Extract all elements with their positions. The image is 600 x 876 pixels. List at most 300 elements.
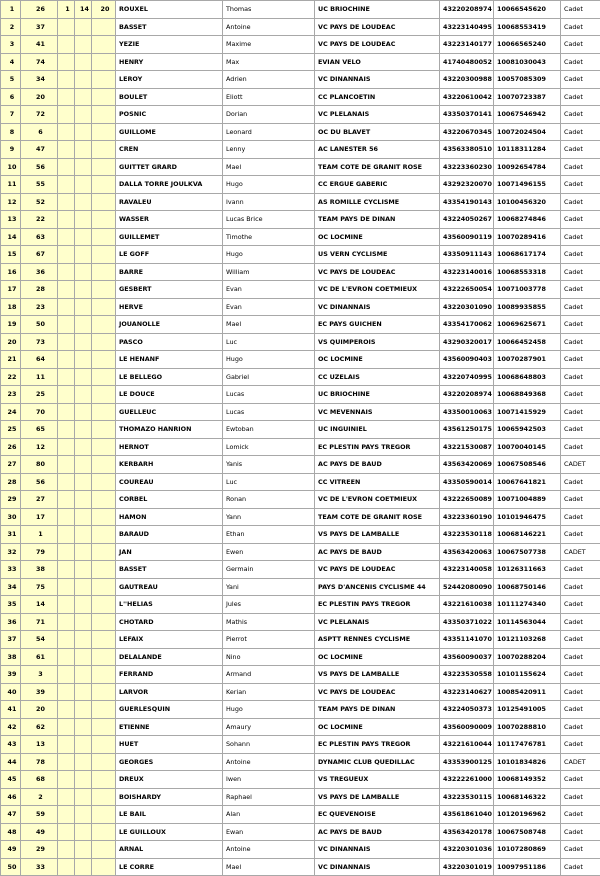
cell-first-name[interactable]: Hugo (223, 701, 315, 719)
cell-extra-2[interactable] (75, 543, 92, 561)
cell-extra-2[interactable] (75, 526, 92, 544)
cell-licence-number[interactable]: 43290320017 (440, 333, 494, 351)
cell-first-name[interactable]: Germain (223, 561, 315, 579)
cell-last-name[interactable]: PASCO (116, 333, 223, 351)
cell-rank[interactable]: 5 (1, 71, 21, 89)
cell-uci-id[interactable]: 10101946475 (494, 508, 561, 526)
cell-bib[interactable]: 3 (21, 666, 58, 684)
cell-category[interactable]: Cadet (561, 841, 600, 859)
cell-extra-1[interactable] (58, 526, 75, 544)
cell-uci-id[interactable]: 10101155624 (494, 666, 561, 684)
cell-category[interactable]: CADET (561, 543, 600, 561)
cell-extra-1[interactable] (58, 631, 75, 649)
cell-club[interactable]: AC PAYS DE BAUD (315, 543, 440, 561)
cell-licence-number[interactable]: 43351141070 (440, 631, 494, 649)
cell-rank[interactable]: 34 (1, 578, 21, 596)
cell-last-name[interactable]: ARNAL (116, 841, 223, 859)
cell-category[interactable]: Cadet (561, 211, 600, 229)
cell-licence-number[interactable]: 43220300988 (440, 71, 494, 89)
cell-licence-number[interactable]: 43350370141 (440, 106, 494, 124)
cell-club[interactable]: VC PAYS DE LOUDEAC (315, 683, 440, 701)
cell-last-name[interactable]: ETIENNE (116, 718, 223, 736)
cell-extra-1[interactable] (58, 333, 75, 351)
cell-extra-1[interactable] (58, 491, 75, 509)
cell-extra-1[interactable] (58, 683, 75, 701)
cell-extra-1[interactable] (58, 106, 75, 124)
cell-bib[interactable]: 54 (21, 631, 58, 649)
cell-bib[interactable]: 12 (21, 438, 58, 456)
table-row[interactable] (1, 718, 600, 736)
cell-extra-1[interactable] (58, 123, 75, 141)
cell-extra-1[interactable] (58, 508, 75, 526)
cell-extra-3[interactable] (92, 228, 116, 246)
cell-licence-number[interactable]: 43350371022 (440, 613, 494, 631)
cell-extra-3[interactable] (92, 106, 116, 124)
cell-extra-3[interactable] (92, 753, 116, 771)
cell-rank[interactable]: 9 (1, 141, 21, 159)
cell-licence-number[interactable]: 43223360230 (440, 158, 494, 176)
table-row[interactable] (1, 648, 600, 666)
cell-uci-id[interactable]: 10118311284 (494, 141, 561, 159)
cell-last-name[interactable]: ROUXEL (116, 1, 223, 19)
cell-rank[interactable]: 4 (1, 53, 21, 71)
cell-bib[interactable]: 33 (21, 858, 58, 876)
cell-first-name[interactable]: Nino (223, 648, 315, 666)
table-row[interactable] (1, 666, 600, 684)
cell-uci-id[interactable]: 10066452458 (494, 333, 561, 351)
cell-club[interactable]: TEAM PAYS DE DINAN (315, 701, 440, 719)
cell-rank[interactable]: 19 (1, 316, 21, 334)
cell-first-name[interactable]: Antoine (223, 841, 315, 859)
cell-extra-1[interactable] (58, 473, 75, 491)
cell-extra-3[interactable] (92, 771, 116, 789)
cell-extra-3[interactable] (92, 456, 116, 474)
cell-rank[interactable]: 28 (1, 473, 21, 491)
table-row[interactable] (1, 473, 600, 491)
cell-extra-1[interactable]: 1 (58, 1, 75, 19)
cell-uci-id[interactable]: 10100456320 (494, 193, 561, 211)
cell-first-name[interactable]: Gabriel (223, 368, 315, 386)
cell-rank[interactable]: 36 (1, 613, 21, 631)
cell-rank[interactable]: 18 (1, 298, 21, 316)
table-row[interactable] (1, 438, 600, 456)
cell-extra-2[interactable] (75, 736, 92, 754)
cell-licence-number[interactable]: 43220208974 (440, 386, 494, 404)
cell-first-name[interactable]: Ewen (223, 543, 315, 561)
cell-first-name[interactable]: Mael (223, 158, 315, 176)
cell-first-name[interactable]: Hugo (223, 351, 315, 369)
cell-licence-number[interactable]: 52442080090 (440, 578, 494, 596)
cell-first-name[interactable]: Evan (223, 298, 315, 316)
cell-extra-2[interactable] (75, 683, 92, 701)
cell-uci-id[interactable]: 10067507738 (494, 543, 561, 561)
cell-rank[interactable]: 31 (1, 526, 21, 544)
table-row[interactable] (1, 508, 600, 526)
cell-licence-number[interactable]: 43221610044 (440, 736, 494, 754)
cell-extra-1[interactable] (58, 36, 75, 54)
cell-bib[interactable]: 2 (21, 788, 58, 806)
cell-first-name[interactable]: Amaury (223, 718, 315, 736)
cell-club[interactable]: EC PAYS GUICHEN (315, 316, 440, 334)
cell-last-name[interactable]: CREN (116, 141, 223, 159)
cell-extra-3[interactable] (92, 71, 116, 89)
cell-last-name[interactable]: LE BELLEGO (116, 368, 223, 386)
cell-last-name[interactable]: BASSET (116, 561, 223, 579)
cell-first-name[interactable]: Ewan (223, 823, 315, 841)
cell-category[interactable]: Cadet (561, 631, 600, 649)
cell-bib[interactable]: 38 (21, 561, 58, 579)
cell-extra-1[interactable] (58, 561, 75, 579)
table-row[interactable] (1, 53, 600, 71)
table-row[interactable] (1, 613, 600, 631)
cell-last-name[interactable]: JAN (116, 543, 223, 561)
cell-club[interactable]: VC MEVENNAIS (315, 403, 440, 421)
cell-licence-number[interactable]: 43221530087 (440, 438, 494, 456)
cell-rank[interactable]: 40 (1, 683, 21, 701)
cell-extra-1[interactable] (58, 543, 75, 561)
cell-last-name[interactable]: FERRAND (116, 666, 223, 684)
cell-extra-1[interactable] (58, 753, 75, 771)
cell-bib[interactable]: 25 (21, 386, 58, 404)
cell-extra-1[interactable] (58, 456, 75, 474)
cell-rank[interactable]: 43 (1, 736, 21, 754)
cell-extra-3[interactable] (92, 561, 116, 579)
cell-category[interactable]: Cadet (561, 36, 600, 54)
cell-uci-id[interactable]: 10066565240 (494, 36, 561, 54)
cell-extra-3[interactable] (92, 403, 116, 421)
cell-category[interactable]: Cadet (561, 701, 600, 719)
cell-licence-number[interactable]: 43561250175 (440, 421, 494, 439)
cell-extra-1[interactable] (58, 701, 75, 719)
cell-licence-number[interactable]: 43220208974 (440, 1, 494, 19)
cell-last-name[interactable]: GUELLEUC (116, 403, 223, 421)
cell-category[interactable]: Cadet (561, 53, 600, 71)
cell-extra-1[interactable] (58, 281, 75, 299)
cell-licence-number[interactable]: 43220740995 (440, 368, 494, 386)
cell-uci-id[interactable]: 10068750146 (494, 578, 561, 596)
cell-licence-number[interactable]: 43563420069 (440, 456, 494, 474)
cell-first-name[interactable]: Lomick (223, 438, 315, 456)
cell-last-name[interactable]: GUERLESQUIN (116, 701, 223, 719)
cell-extra-2[interactable] (75, 316, 92, 334)
cell-bib[interactable]: 80 (21, 456, 58, 474)
cell-first-name[interactable]: Evan (223, 281, 315, 299)
cell-category[interactable]: Cadet (561, 561, 600, 579)
cell-last-name[interactable]: LEFAIX (116, 631, 223, 649)
cell-club[interactable]: OC DU BLAVET (315, 123, 440, 141)
cell-club[interactable]: UC INGUINIEL (315, 421, 440, 439)
table-row[interactable] (1, 771, 600, 789)
table-row[interactable] (1, 858, 600, 876)
cell-bib[interactable]: 71 (21, 613, 58, 631)
cell-extra-1[interactable] (58, 263, 75, 281)
cell-extra-2[interactable] (75, 88, 92, 106)
cell-licence-number[interactable]: 43350010063 (440, 403, 494, 421)
cell-first-name[interactable]: Lucas (223, 403, 315, 421)
cell-extra-3[interactable] (92, 351, 116, 369)
cell-first-name[interactable]: Antoine (223, 18, 315, 36)
cell-licence-number[interactable]: 43560090403 (440, 351, 494, 369)
cell-extra-3[interactable] (92, 491, 116, 509)
cell-licence-number[interactable]: 43222650089 (440, 491, 494, 509)
cell-bib[interactable]: 67 (21, 246, 58, 264)
cell-last-name[interactable]: GUILLOME (116, 123, 223, 141)
table-row[interactable] (1, 18, 600, 36)
cell-club[interactable]: EC PLESTIN PAYS TREGOR (315, 438, 440, 456)
cell-extra-1[interactable] (58, 613, 75, 631)
cell-category[interactable]: Cadet (561, 263, 600, 281)
cell-uci-id[interactable]: 10085420911 (494, 683, 561, 701)
cell-last-name[interactable]: BOISHARDY (116, 788, 223, 806)
cell-extra-2[interactable] (75, 823, 92, 841)
cell-bib[interactable]: 72 (21, 106, 58, 124)
cell-extra-3[interactable] (92, 806, 116, 824)
cell-uci-id[interactable]: 10101834826 (494, 753, 561, 771)
cell-extra-2[interactable] (75, 841, 92, 859)
cell-extra-2[interactable] (75, 561, 92, 579)
cell-category[interactable]: Cadet (561, 683, 600, 701)
cell-extra-2[interactable] (75, 421, 92, 439)
cell-uci-id[interactable]: 10111274340 (494, 596, 561, 614)
cell-last-name[interactable]: LE HENANF (116, 351, 223, 369)
cell-bib[interactable]: 75 (21, 578, 58, 596)
cell-bib[interactable]: 47 (21, 141, 58, 159)
cell-bib[interactable]: 56 (21, 473, 58, 491)
cell-extra-1[interactable] (58, 71, 75, 89)
cell-uci-id[interactable]: 10068648803 (494, 368, 561, 386)
cell-bib[interactable]: 37 (21, 18, 58, 36)
cell-last-name[interactable]: WASSER (116, 211, 223, 229)
cell-extra-2[interactable] (75, 578, 92, 596)
cell-extra-1[interactable] (58, 298, 75, 316)
cell-rank[interactable]: 24 (1, 403, 21, 421)
cell-uci-id[interactable]: 10120196962 (494, 806, 561, 824)
cell-licence-number[interactable]: 43223530118 (440, 526, 494, 544)
cell-extra-1[interactable] (58, 438, 75, 456)
cell-bib[interactable]: 50 (21, 316, 58, 334)
table-row[interactable] (1, 36, 600, 54)
cell-extra-3[interactable] (92, 193, 116, 211)
cell-club[interactable]: OC LOCMINE (315, 351, 440, 369)
table-row[interactable] (1, 386, 600, 404)
cell-category[interactable]: Cadet (561, 438, 600, 456)
table-row[interactable] (1, 193, 600, 211)
cell-uci-id[interactable]: 10070287901 (494, 351, 561, 369)
cell-rank[interactable]: 23 (1, 386, 21, 404)
cell-club[interactable]: CC ERGUE GABERIC (315, 176, 440, 194)
cell-licence-number[interactable]: 43563420063 (440, 543, 494, 561)
cell-first-name[interactable]: Armand (223, 666, 315, 684)
cell-extra-1[interactable] (58, 141, 75, 159)
table-row[interactable] (1, 176, 600, 194)
cell-rank[interactable]: 13 (1, 211, 21, 229)
table-row[interactable] (1, 456, 600, 474)
table-row[interactable] (1, 263, 600, 281)
cell-first-name[interactable]: Hugo (223, 246, 315, 264)
cell-extra-2[interactable] (75, 613, 92, 631)
cell-extra-3[interactable] (92, 718, 116, 736)
table-row[interactable] (1, 596, 600, 614)
cell-bib[interactable]: 73 (21, 333, 58, 351)
cell-category[interactable]: Cadet (561, 246, 600, 264)
table-row[interactable] (1, 368, 600, 386)
cell-extra-3[interactable] (92, 683, 116, 701)
cell-category[interactable]: Cadet (561, 526, 600, 544)
cell-last-name[interactable]: DREUX (116, 771, 223, 789)
cell-club[interactable]: VC DINANNAIS (315, 298, 440, 316)
cell-club[interactable]: VC DE L'EVRON COETMIEUX (315, 281, 440, 299)
cell-extra-2[interactable] (75, 508, 92, 526)
cell-last-name[interactable]: GUITTET GRARD (116, 158, 223, 176)
cell-extra-3[interactable] (92, 508, 116, 526)
cell-last-name[interactable]: BOULET (116, 88, 223, 106)
cell-extra-1[interactable] (58, 246, 75, 264)
cell-rank[interactable]: 25 (1, 421, 21, 439)
cell-first-name[interactable]: Mael (223, 316, 315, 334)
cell-extra-1[interactable] (58, 211, 75, 229)
cell-first-name[interactable]: Kerian (223, 683, 315, 701)
cell-extra-2[interactable] (75, 53, 92, 71)
cell-club[interactable]: VC PLELANAIS (315, 106, 440, 124)
cell-category[interactable]: Cadet (561, 193, 600, 211)
cell-extra-2[interactable] (75, 788, 92, 806)
cell-club[interactable]: OC LOCMINE (315, 718, 440, 736)
cell-last-name[interactable]: POSNIC (116, 106, 223, 124)
cell-licence-number[interactable]: 43223530115 (440, 788, 494, 806)
cell-last-name[interactable]: LEROY (116, 71, 223, 89)
cell-uci-id[interactable]: 10071003778 (494, 281, 561, 299)
cell-licence-number[interactable]: 43350911143 (440, 246, 494, 264)
cell-club[interactable]: AS ROMILLE CYCLISME (315, 193, 440, 211)
cell-extra-2[interactable] (75, 368, 92, 386)
cell-first-name[interactable]: Dorian (223, 106, 315, 124)
cell-extra-2[interactable] (75, 666, 92, 684)
cell-club[interactable]: VC PAYS DE LOUDEAC (315, 18, 440, 36)
cell-extra-2[interactable] (75, 158, 92, 176)
cell-category[interactable]: Cadet (561, 718, 600, 736)
cell-extra-3[interactable] (92, 613, 116, 631)
cell-rank[interactable]: 29 (1, 491, 21, 509)
cell-uci-id[interactable]: 10065942503 (494, 421, 561, 439)
cell-uci-id[interactable]: 10070288204 (494, 648, 561, 666)
cell-first-name[interactable]: Timothe (223, 228, 315, 246)
cell-extra-3[interactable] (92, 578, 116, 596)
cell-bib[interactable]: 78 (21, 753, 58, 771)
cell-licence-number[interactable]: 43223140058 (440, 561, 494, 579)
cell-uci-id[interactable]: 10066545620 (494, 1, 561, 19)
cell-extra-3[interactable] (92, 176, 116, 194)
cell-last-name[interactable]: CHOTARD (116, 613, 223, 631)
cell-category[interactable]: Cadet (561, 508, 600, 526)
cell-category[interactable]: Cadet (561, 386, 600, 404)
cell-extra-1[interactable] (58, 823, 75, 841)
cell-first-name[interactable]: Lucas Brice (223, 211, 315, 229)
cell-licence-number[interactable]: 43560090009 (440, 718, 494, 736)
cell-bib[interactable]: 39 (21, 683, 58, 701)
cell-extra-3[interactable] (92, 386, 116, 404)
cell-licence-number[interactable]: 43292320070 (440, 176, 494, 194)
cell-extra-3[interactable] (92, 596, 116, 614)
cell-rank[interactable]: 20 (1, 333, 21, 351)
table-row[interactable] (1, 841, 600, 859)
cell-extra-2[interactable] (75, 456, 92, 474)
cell-extra-1[interactable] (58, 578, 75, 596)
cell-category[interactable]: Cadet (561, 158, 600, 176)
table-row[interactable] (1, 823, 600, 841)
cell-extra-2[interactable] (75, 806, 92, 824)
cell-extra-3[interactable] (92, 543, 116, 561)
cell-last-name[interactable]: COUREAU (116, 473, 223, 491)
table-row[interactable] (1, 701, 600, 719)
cell-licence-number[interactable]: 43563380510 (440, 141, 494, 159)
cell-category[interactable]: Cadet (561, 106, 600, 124)
cell-bib[interactable]: 20 (21, 88, 58, 106)
cell-bib[interactable]: 41 (21, 36, 58, 54)
cell-extra-3[interactable] (92, 18, 116, 36)
cell-first-name[interactable]: Ronan (223, 491, 315, 509)
cell-bib[interactable]: 1 (21, 526, 58, 544)
cell-extra-3[interactable] (92, 438, 116, 456)
cell-bib[interactable]: 62 (21, 718, 58, 736)
cell-bib[interactable]: 52 (21, 193, 58, 211)
cell-extra-3[interactable] (92, 123, 116, 141)
cell-extra-1[interactable] (58, 771, 75, 789)
cell-extra-3[interactable] (92, 788, 116, 806)
cell-uci-id[interactable]: 10067508546 (494, 456, 561, 474)
cell-last-name[interactable]: L''HELIAS (116, 596, 223, 614)
cell-club[interactable]: AC PAYS DE BAUD (315, 823, 440, 841)
cell-extra-1[interactable] (58, 841, 75, 859)
cell-category[interactable]: Cadet (561, 666, 600, 684)
cell-club[interactable]: TEAM PAYS DE DINAN (315, 211, 440, 229)
cell-extra-3[interactable] (92, 263, 116, 281)
cell-extra-2[interactable] (75, 438, 92, 456)
table-row[interactable] (1, 228, 600, 246)
cell-extra-2[interactable] (75, 718, 92, 736)
cell-licence-number[interactable]: 43224050267 (440, 211, 494, 229)
cell-uci-id[interactable]: 10068146221 (494, 526, 561, 544)
cell-extra-2[interactable] (75, 386, 92, 404)
table-row[interactable] (1, 736, 600, 754)
cell-last-name[interactable]: DELALANDE (116, 648, 223, 666)
cell-club[interactable]: VS PAYS DE LAMBALLE (315, 666, 440, 684)
cell-bib[interactable]: 23 (21, 298, 58, 316)
cell-category[interactable]: Cadet (561, 421, 600, 439)
cell-licence-number[interactable]: 43223140495 (440, 18, 494, 36)
cell-first-name[interactable]: Max (223, 53, 315, 71)
cell-extra-3[interactable] (92, 666, 116, 684)
cell-rank[interactable]: 37 (1, 631, 21, 649)
cell-extra-1[interactable] (58, 228, 75, 246)
cell-extra-3[interactable] (92, 841, 116, 859)
cell-uci-id[interactable]: 10071496155 (494, 176, 561, 194)
cell-bib[interactable]: 55 (21, 176, 58, 194)
cell-club[interactable]: TEAM COTE DE GRANIT ROSE (315, 158, 440, 176)
cell-bib[interactable]: 70 (21, 403, 58, 421)
cell-bib[interactable]: 68 (21, 771, 58, 789)
cell-extra-1[interactable] (58, 421, 75, 439)
cell-first-name[interactable]: Alan (223, 806, 315, 824)
cell-extra-1[interactable] (58, 596, 75, 614)
cell-first-name[interactable]: Mathis (223, 613, 315, 631)
cell-rank[interactable]: 47 (1, 806, 21, 824)
cell-first-name[interactable]: Pierrot (223, 631, 315, 649)
cell-uci-id[interactable]: 10067641821 (494, 473, 561, 491)
cell-category[interactable]: Cadet (561, 648, 600, 666)
cell-bib[interactable]: 64 (21, 351, 58, 369)
cell-last-name[interactable]: LE GOFF (116, 246, 223, 264)
cell-extra-3[interactable] (92, 823, 116, 841)
